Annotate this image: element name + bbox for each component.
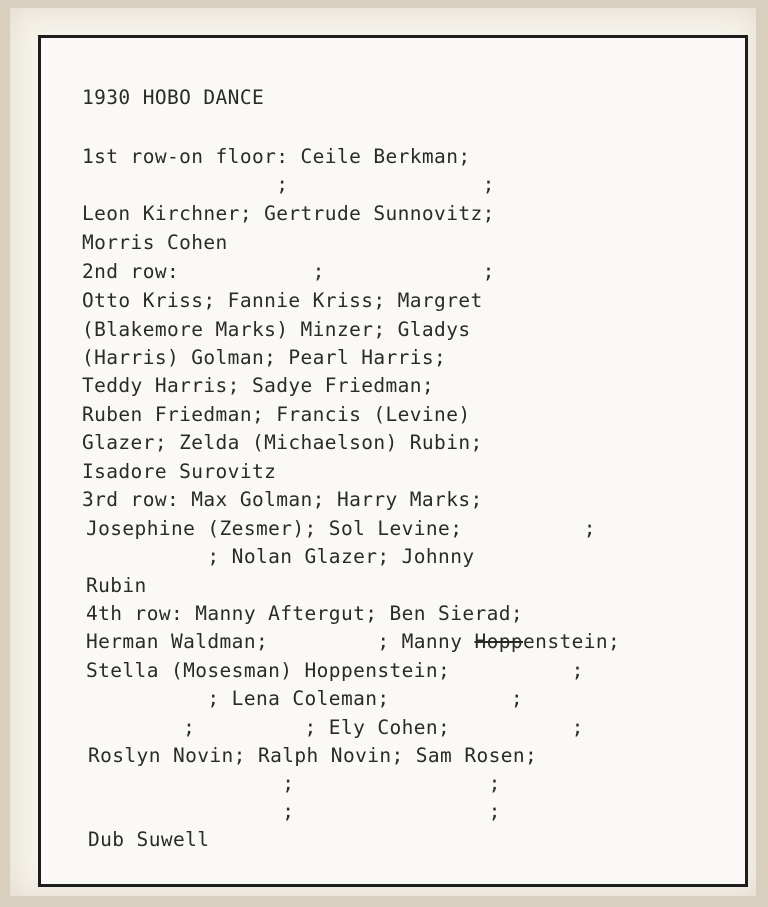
text-line: Dub Suwell [88, 828, 210, 851]
text-line-with-strike [86, 627, 620, 656]
strike-line-before: Herman Waldman; ; Manny [86, 630, 475, 653]
text-line: 3rd row: Max Golman; Harry Marks; [82, 488, 483, 511]
text-line: ; ; [88, 800, 501, 823]
struck-text: Hopp [474, 630, 524, 653]
text-line: ; ; [88, 772, 501, 795]
text-line: Leon Kirchner; Gertrude Sunnovitz; [82, 202, 495, 225]
text-line: ; Nolan Glazer; Johnny [86, 545, 475, 568]
text-line: Roslyn Novin; Ralph Novin; Sam Rosen; [88, 744, 538, 767]
text-line: 4th row: Manny Aftergut; Ben Sierad; [86, 602, 524, 625]
text-line: Otto Kriss; Fannie Kriss; Margret [82, 289, 483, 312]
text-line: Josephine (Zesmer); Sol Levine; ; [86, 517, 596, 540]
text-line: 1st row-on floor: Ceile Berkman; [82, 145, 471, 168]
text-line: Morris Cohen [82, 231, 228, 254]
text-line: ; ; Ely Cohen; ; [86, 716, 584, 739]
paper-sheet [10, 8, 756, 896]
text-line: Teddy Harris; Sadye Friedman; [82, 374, 435, 397]
text-line: (Harris) Golman; Pearl Harris; [82, 346, 447, 369]
text-line: Glazer; Zelda (Michaelson) Rubin; [82, 431, 483, 454]
text-line: Isadore Surovitz [82, 460, 277, 483]
document-title: 1930 HOBO DANCE [82, 86, 265, 109]
typed-text [10, 8, 621, 907]
text-line: ; Lena Coleman; ; [86, 687, 524, 710]
text-line: 2nd row: ; ; [82, 260, 495, 283]
text-line: Ruben Friedman; Francis (Levine) [82, 403, 471, 426]
text-line: Stella (Mosesman) Hoppenstein; ; [86, 659, 584, 682]
strike-line-after: enstein; [523, 630, 621, 653]
text-line: ; ; [82, 173, 495, 196]
text-line: (Blakemore Marks) Minzer; Gladys [82, 318, 471, 341]
text-line: Rubin [86, 574, 147, 597]
